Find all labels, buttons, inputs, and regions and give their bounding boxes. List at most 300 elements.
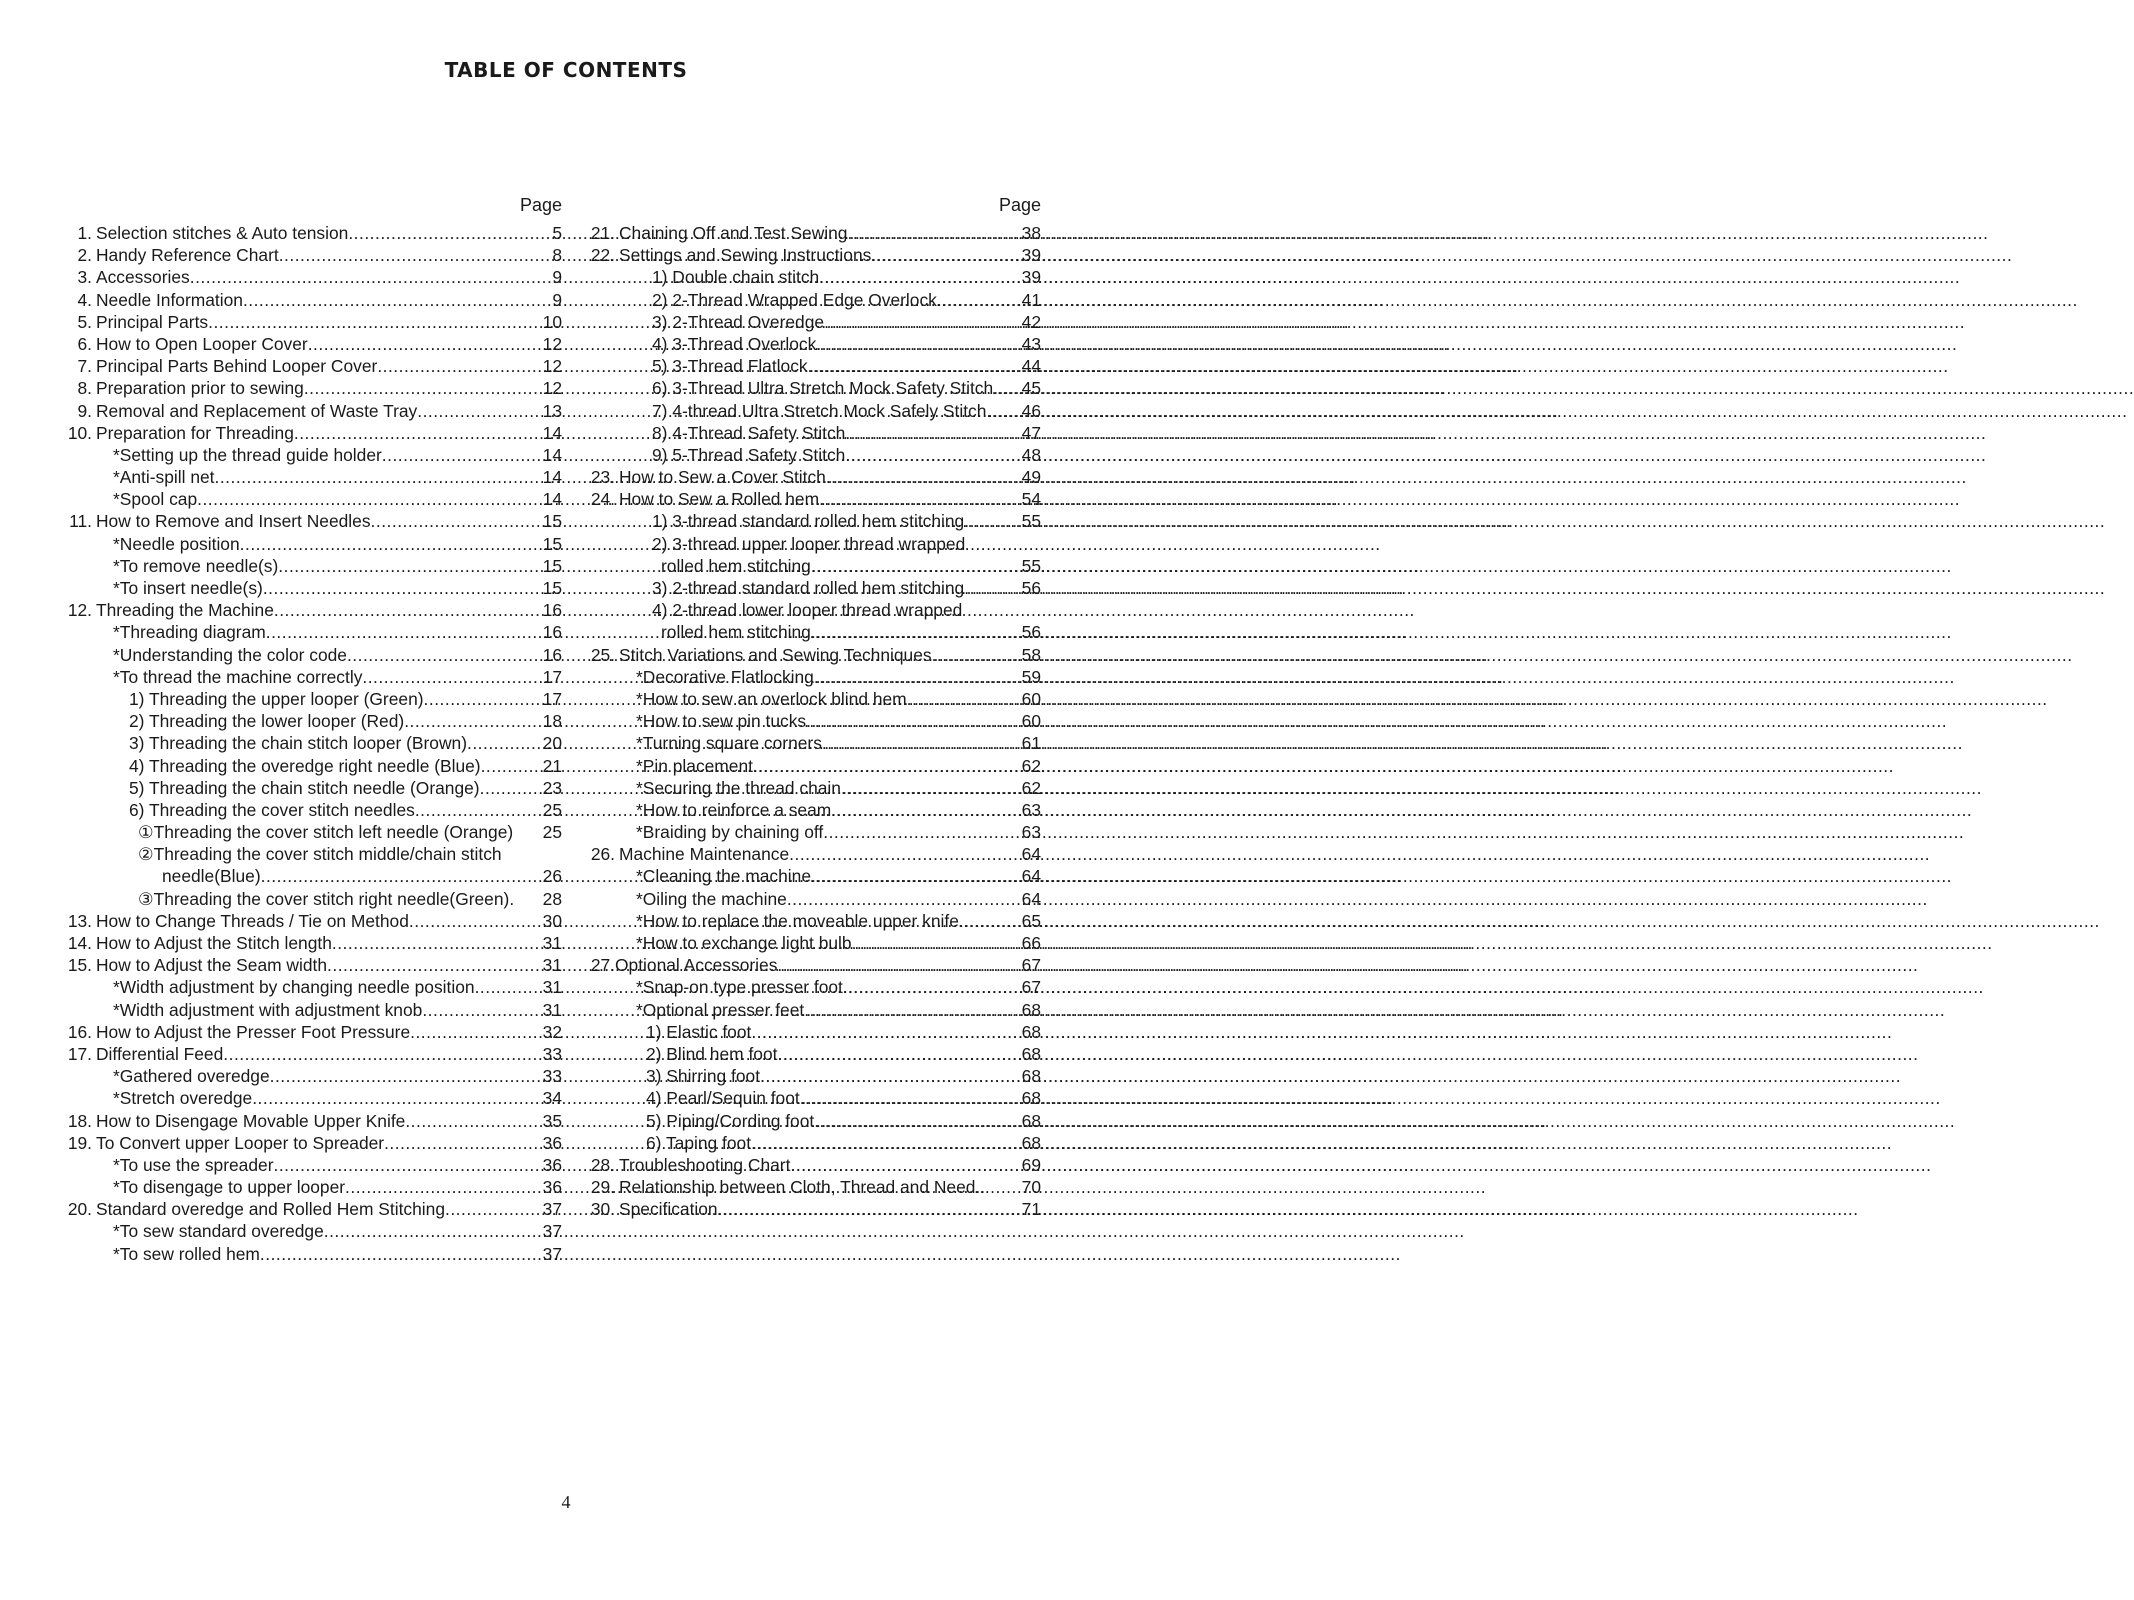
toc-entry — [585, 222, 1041, 244]
toc-entry-number: 30. — [590, 1199, 615, 1220]
toc-leader-dots — [240, 533, 538, 555]
toc-entry-title: ②Threading the cover stitch middle/chain stitch — [138, 844, 502, 865]
toc-entry-title: *To sew rolled hem — [113, 1243, 260, 1264]
toc-entry — [585, 843, 1041, 865]
toc-entry — [60, 688, 562, 710]
toc-entry-number: 23. — [590, 467, 615, 488]
toc-entry — [585, 910, 1041, 932]
toc-entry-number: 26. — [590, 844, 615, 865]
toc-entry-page: 28 — [542, 888, 562, 909]
toc-entry-title: Relationship between Cloth, Thread and Need.. — [619, 1177, 986, 1198]
toc-entry — [60, 932, 562, 954]
toc-leader-dots — [959, 910, 1017, 932]
toc-leader-dots — [190, 266, 538, 288]
toc-entry-page: 31 — [542, 977, 562, 998]
toc-entry — [585, 422, 1041, 444]
toc-entry-title: 8) 4-Thread Safety Stitch — [652, 422, 846, 443]
toc-entry-page: 23 — [542, 777, 562, 798]
toc-entry — [585, 1176, 1041, 1198]
toc-entry — [60, 799, 562, 821]
toc-entry — [585, 533, 1041, 555]
toc-entry-page: 15 — [542, 578, 562, 598]
toc-entry-page: 67 — [1021, 977, 1041, 998]
toc-entry — [60, 1087, 562, 1109]
toc-leader-dots — [308, 333, 538, 355]
toc-entry — [585, 799, 1041, 821]
toc-entry — [60, 821, 562, 843]
toc-entry — [585, 1065, 1041, 1087]
toc-entry-title: Troubleshooting Chart — [619, 1154, 791, 1175]
toc-entry-page: 68 — [1021, 1132, 1041, 1153]
toc-entry-title: 2) 2-Thread Wrapped Edge Overlock — [652, 289, 937, 310]
toc-leader-dots — [826, 466, 1017, 488]
toc-entry-page: 65 — [1021, 910, 1041, 931]
toc-entry-number: 2. — [77, 245, 92, 266]
toc-leader-dots — [362, 666, 538, 688]
toc-leader-dots — [480, 777, 538, 799]
toc-entry-number: 27. — [590, 955, 615, 976]
toc-entry — [585, 865, 1041, 887]
toc-entry-title: 6) 3-Thread Ultra Stretch Mock Safety Stitch — [652, 378, 994, 399]
toc-leader-dots — [467, 732, 538, 754]
toc-leader-dots — [993, 377, 1017, 399]
toc-entry-page: 9 — [552, 267, 562, 288]
toc-entry — [60, 422, 562, 444]
toc-entry-page: 68 — [1021, 1043, 1041, 1064]
toc-leader-dots — [964, 510, 1017, 532]
toc-entry-title: 3) Shirring foot — [646, 1066, 761, 1087]
toc-entry-number: 5. — [77, 311, 92, 332]
toc-entry-number: 15. — [67, 955, 92, 976]
toc-entry — [585, 710, 1041, 732]
toc-entry-page: 12 — [542, 378, 562, 399]
toc-leader-dots — [790, 1154, 1017, 1176]
toc-entry — [60, 644, 562, 666]
toc-entry-title: 9) 5-Thread Safety Stitch — [652, 444, 846, 465]
toc-entry-title: *Gathered overedge — [113, 1066, 270, 1087]
toc-leader-dots — [263, 577, 538, 599]
toc-entry-title: *Setting up the thread guide holder — [113, 444, 382, 465]
toc-entry-title: Standard overedge and Rolled Hem Stitching — [96, 1199, 445, 1220]
toc-entry-number: 16. — [67, 1021, 92, 1042]
toc-entry — [585, 621, 1041, 643]
toc-entry-title: How to Remove and Insert Needles — [96, 511, 371, 532]
toc-leader-dots — [332, 932, 538, 954]
toc-entry-title: Optional Accessories — [615, 955, 778, 976]
toc-entry — [585, 289, 1041, 311]
toc-entry-page: 69 — [1021, 1154, 1041, 1175]
toc-leader-dots — [208, 311, 538, 333]
toc-entry-title: *Snap-on type presser foot — [636, 977, 843, 998]
toc-entry-number: 29. — [590, 1177, 615, 1198]
toc-entry-page: 63 — [1021, 822, 1041, 843]
toc-entry-title: How to Adjust the Presser Foot Pressure — [96, 1021, 411, 1042]
toc-entry-page: 30 — [542, 910, 562, 931]
toc-entry-title: Threading the Machine — [96, 600, 274, 621]
toc-entry-title: 2) Threading the lower looper (Red) — [129, 711, 405, 732]
toc-list-right — [585, 222, 1041, 1220]
toc-entry-page: 14 — [542, 489, 562, 510]
toc-entry-page: 32 — [542, 1021, 562, 1042]
toc-entry-page: 64 — [1021, 888, 1041, 909]
toc-leader-dots — [808, 355, 1017, 377]
toc-entry — [585, 599, 1041, 621]
toc-entry — [585, 732, 1041, 754]
toc-entry — [585, 510, 1041, 532]
toc-entry — [585, 400, 1041, 422]
toc-leader-dots — [789, 843, 1017, 865]
toc-entry-title: *Understanding the color code — [113, 644, 347, 665]
toc-entry — [60, 400, 562, 422]
toc-entry — [60, 1198, 562, 1220]
toc-entry-page: 44 — [1021, 356, 1041, 377]
toc-entry — [585, 888, 1041, 910]
toc-leader-dots — [371, 510, 538, 532]
toc-entry-title: *How to reinforce a seam — [636, 799, 832, 820]
toc-entry-title: 4) 3-Thread Overlock — [652, 333, 817, 354]
toc-leader-dots — [197, 488, 538, 510]
toc-leader-dots — [223, 1043, 538, 1065]
toc-entry — [60, 888, 562, 910]
toc-entry — [585, 666, 1041, 688]
toc-entry-title: *To thread the machine correctly — [113, 666, 363, 687]
toc-entry-title: 2) Blind hem foot — [646, 1043, 778, 1064]
toc-entry — [60, 533, 562, 555]
toc-entry-title: *To remove needle(s) — [113, 555, 279, 576]
toc-entry-title: *How to sew pin tucks — [636, 711, 807, 732]
toc-entry-page: 49 — [1021, 467, 1041, 488]
toc-entry — [60, 244, 562, 266]
toc-entry-page: 36 — [542, 1132, 562, 1153]
toc-entry-page: 37 — [542, 1221, 562, 1242]
toc-entry-page: 60 — [1021, 688, 1041, 709]
toc-leader-dots — [753, 755, 1017, 777]
toc-entry-page: 48 — [1021, 444, 1041, 465]
toc-entry — [60, 865, 562, 887]
toc-leader-dots — [404, 710, 538, 732]
toc-entry — [585, 333, 1041, 355]
toc-entry — [60, 1110, 562, 1132]
toc-leader-dots — [294, 422, 538, 444]
toc-leader-dots — [324, 1220, 538, 1242]
toc-entry-title: ①Threading the cover stitch left needle (Orange) — [138, 822, 514, 843]
toc-entry-title: Needle Information — [96, 289, 243, 310]
toc-entry-page: 17 — [542, 688, 562, 709]
toc-entry-title: How to Sew a Rolled hem — [619, 489, 820, 510]
toc-entry-page: 55 — [1021, 511, 1041, 532]
toc-entry-page: 25 — [542, 799, 562, 820]
toc-entry-title: *To disengage to upper looper — [113, 1177, 346, 1198]
toc-entry-page: 33 — [542, 1066, 562, 1087]
toc-entry — [60, 599, 562, 621]
toc-leader-dots — [410, 1021, 538, 1043]
toc-entry — [585, 976, 1041, 998]
toc-entry-title: *Decorative Flatlocking — [636, 666, 814, 687]
toc-entry — [585, 577, 1041, 599]
toc-entry-title: 5) Threading the chain stitch needle (Orange) — [129, 777, 480, 798]
toc-entry-title: Principal Parts — [96, 311, 209, 332]
toc-entry-title: Specification — [619, 1199, 718, 1220]
toc-entry-title: Settings and Sewing Instructions — [619, 245, 872, 266]
toc-entry-title: *Braiding by chaining off — [636, 822, 824, 843]
toc-entry-number: 21. — [590, 223, 615, 243]
toc-entry-page: 56 — [1021, 578, 1041, 598]
toc-leader-dots — [845, 422, 1017, 444]
toc-entry — [60, 488, 562, 510]
toc-entry-title: rolled hem stitching — [661, 622, 811, 643]
toc-entry-page: 25 — [542, 822, 562, 843]
toc-entry-title: *To insert needle(s) — [113, 578, 263, 598]
toc-leader-dots — [824, 311, 1017, 333]
toc-entry-number: 4. — [77, 289, 92, 310]
toc-leader-dots — [823, 821, 1017, 843]
toc-entry-number: 18. — [67, 1110, 92, 1131]
toc-leader-dots — [270, 1065, 538, 1087]
toc-entry-title: How to Open Looper Cover — [96, 333, 308, 354]
toc-leader-dots — [814, 1110, 1017, 1132]
toc-entry-page: 58 — [1021, 644, 1041, 665]
toc-entry-page: 38 — [1021, 223, 1041, 243]
toc-leader-dots — [266, 621, 538, 643]
toc-leader-dots — [273, 1154, 538, 1176]
toc-entry-page: 62 — [1021, 777, 1041, 798]
toc-entry — [585, 1154, 1041, 1176]
toc-entry-number: 1. — [77, 223, 92, 243]
toc-entry-page: 66 — [1021, 933, 1041, 953]
toc-entry-number: 10. — [67, 422, 92, 443]
toc-leader-dots — [845, 444, 1017, 466]
toc-entry-number: 24. — [590, 489, 615, 510]
toc-entry-page: 16 — [542, 622, 562, 643]
toc-entry-page: 15 — [542, 555, 562, 576]
toc-leader-dots — [274, 599, 538, 621]
toc-entry — [60, 333, 562, 355]
toc-entry — [60, 999, 562, 1021]
toc-entry-title: *Oiling the machine — [636, 888, 787, 909]
toc-entry — [585, 1087, 1041, 1109]
toc-leader-dots — [777, 954, 1017, 976]
toc-entry-page: 34 — [542, 1088, 562, 1109]
toc-entry-title: *Optional presser feet — [636, 999, 805, 1020]
toc-entry-page: 35 — [542, 1110, 562, 1131]
toc-leader-dots — [804, 999, 1017, 1021]
toc-entry-number: 14. — [67, 933, 92, 953]
toc-entry-number: 6. — [77, 333, 92, 354]
toc-leader-dots — [424, 688, 538, 710]
toc-entry-page: 42 — [1021, 311, 1041, 332]
toc-entry-page: 68 — [1021, 999, 1041, 1020]
toc-leader-dots — [278, 555, 538, 577]
toc-entry-page: 16 — [542, 600, 562, 621]
toc-entry-title: 3) 2-thread standard rolled hem stitching — [652, 578, 965, 598]
toc-entry-page: 18 — [542, 711, 562, 732]
toc-entry-page: 20 — [542, 733, 562, 754]
toc-entry — [60, 666, 562, 688]
page-column-header: Page — [998, 195, 1041, 215]
toc-entry-page: 37 — [542, 1243, 562, 1264]
toc-entry-title: 5) Piping/Cording foot — [646, 1110, 815, 1131]
toc-entry-page: 70 — [1021, 1177, 1041, 1198]
toc-entry-title: 1) Double chain stitch — [652, 267, 820, 288]
toc-entry-title: Preparation for Threading — [96, 422, 294, 443]
toc-entry — [60, 510, 562, 532]
toc-leader-dots — [932, 644, 1017, 666]
toc-entry — [60, 466, 562, 488]
toc-entry-title: *How to exchange light bulb — [636, 933, 852, 953]
toc-entry-page: 8 — [552, 245, 562, 266]
toc-entry-page: 68 — [1021, 1088, 1041, 1109]
toc-entry-title: *Turning square corners — [636, 733, 822, 754]
toc-leader-dots — [843, 976, 1017, 998]
toc-leader-dots — [841, 777, 1017, 799]
toc-entry-title: 6) Threading the cover stitch needles — [129, 799, 415, 820]
page-number: 4 — [561, 1492, 571, 1512]
toc-entry-page: 31 — [542, 955, 562, 976]
toc-entry-title: 4) Threading the overedge right needle (Blue) — [129, 755, 481, 776]
toc-entry-title: 5) 3-Thread Flatlock — [652, 356, 808, 377]
toc-entry-title: *Width adjustment with adjustment knob — [113, 999, 423, 1020]
toc-entry-page: 55 — [1021, 555, 1041, 576]
toc-leader-dots — [907, 688, 1017, 710]
toc-entry — [60, 777, 562, 799]
toc-entry-page: 45 — [1021, 378, 1041, 399]
toc-entry-page: 63 — [1021, 799, 1041, 820]
toc-entry-page: 46 — [1021, 400, 1041, 421]
toc-entry-page: 71 — [1021, 1199, 1041, 1220]
toc-list-left — [60, 222, 562, 1265]
toc-leader-dots — [811, 555, 1017, 577]
toc-leader-dots — [384, 1132, 538, 1154]
toc-entry-page: 43 — [1021, 333, 1041, 354]
toc-entry — [60, 1176, 562, 1198]
toc-entry — [585, 1043, 1041, 1065]
toc-entry-title: 1) Threading the upper looper (Green) — [129, 688, 424, 709]
toc-entry-page: 64 — [1021, 844, 1041, 865]
toc-entry-title: Removal and Replacement of Waste Tray — [96, 400, 418, 421]
toc-entry-page: 68 — [1021, 1021, 1041, 1042]
toc-entry-page: 37 — [542, 1199, 562, 1220]
toc-entry — [60, 555, 562, 577]
toc-entry-page: 16 — [542, 644, 562, 665]
toc-entry-title: ③Threading the cover stitch right needle(Green). — [138, 888, 515, 909]
toc-entry-title: *Pin placement — [636, 755, 753, 776]
toc-entry-page: 47 — [1021, 422, 1041, 443]
toc-entry-title: To Convert upper Looper to Spreader — [96, 1132, 385, 1153]
toc-entry — [60, 1243, 562, 1265]
toc-entry-page: 14 — [542, 467, 562, 488]
toc-entry-page: 12 — [542, 356, 562, 377]
toc-entry-number: 28. — [590, 1154, 615, 1175]
toc-entry-number: 22. — [590, 245, 615, 266]
toc-entry-page: 5 — [552, 223, 562, 243]
toc-entry — [60, 1154, 562, 1176]
toc-leader-dots — [777, 1043, 1017, 1065]
toc-entry-title: 3) 2-Thread Overedge — [652, 311, 825, 332]
toc-entry — [585, 644, 1041, 666]
toc-leader-dots — [986, 400, 1017, 422]
toc-entry-page: 61 — [1021, 733, 1041, 754]
toc-entry — [585, 244, 1041, 266]
toc-entry — [585, 755, 1041, 777]
toc-leader-dots — [822, 732, 1017, 754]
toc-entry-number: 12. — [67, 600, 92, 621]
toc-leader-dots — [718, 1198, 1017, 1220]
toc-entry — [60, 222, 562, 244]
toc-leader-dots — [409, 910, 538, 932]
toc-entry-page: 60 — [1021, 711, 1041, 732]
toc-entry-title: Differential Feed — [96, 1043, 224, 1064]
toc-entry-title: 2) 3-thread upper looper thread wrapped — [652, 533, 966, 554]
toc-entry — [60, 1021, 562, 1043]
toc-entry-page: 31 — [542, 999, 562, 1020]
toc-entry-page: 12 — [542, 333, 562, 354]
toc-leader-dots — [348, 222, 538, 244]
toc-leader-dots — [811, 865, 1017, 887]
toc-entry-page: 64 — [1021, 866, 1041, 887]
toc-entry-page: 68 — [1021, 1066, 1041, 1087]
toc-entry-title: How to Adjust the Stitch length — [96, 933, 332, 953]
toc-entry — [585, 1132, 1041, 1154]
toc-entry — [585, 954, 1041, 976]
toc-entry-title: 4) Pearl/Sequin foot — [646, 1088, 800, 1109]
toc-entry — [585, 488, 1041, 510]
toc-entry — [60, 289, 562, 311]
toc-entry-title: Principal Parts Behind Looper Cover — [96, 356, 378, 377]
toc-entry-page: 10 — [542, 311, 562, 332]
toc-entry-title: *Stretch overedge — [113, 1088, 253, 1109]
toc-entry-number: 11. — [69, 511, 92, 532]
toc-entry — [60, 710, 562, 732]
toc-entry — [585, 266, 1041, 288]
toc-entry-number: 9. — [77, 400, 92, 421]
page-title: TABLE OF CONTENTS — [444, 58, 688, 82]
toc-entry-title: 1) Elastic foot — [646, 1021, 752, 1042]
toc-entry — [60, 1043, 562, 1065]
toc-entry-title: *Cleaning the machine — [636, 866, 811, 887]
toc-entry — [60, 1220, 562, 1242]
toc-leader-dots — [475, 976, 538, 998]
toc-leader-dots — [800, 1087, 1017, 1109]
toc-entry-title: *To sew standard overedge — [113, 1221, 324, 1242]
toc-entry — [585, 377, 1041, 399]
toc-entry-page: 62 — [1021, 755, 1041, 776]
toc-entry — [585, 999, 1041, 1021]
toc-leader-dots — [819, 266, 1017, 288]
toc-leader-dots — [382, 444, 538, 466]
toc-leader-dots — [347, 644, 538, 666]
toc-entry-page: 39 — [1021, 267, 1041, 288]
toc-leader-dots — [811, 621, 1017, 643]
toc-entry-number: 7. — [77, 356, 92, 377]
toc-entry — [60, 910, 562, 932]
toc-entry-title: *To use the spreader — [113, 1154, 274, 1175]
toc-entry-title: How to Adjust the Seam width — [96, 955, 328, 976]
toc-entry — [585, 821, 1041, 843]
toc-entry-title: *Width adjustment by changing needle position — [113, 977, 475, 998]
toc-entry-number: 25. — [590, 644, 615, 665]
toc-leader-dots — [377, 355, 538, 377]
toc-entry-page: 14 — [542, 444, 562, 465]
toc-entry-number: 20. — [67, 1199, 92, 1220]
toc-entry-number: 8. — [77, 378, 92, 399]
toc-leader-dots — [252, 1087, 538, 1109]
toc-leader-dots — [481, 755, 538, 777]
toc-entry-page: 15 — [542, 533, 562, 554]
toc-entry-number: 19. — [67, 1132, 92, 1153]
toc-leader-dots — [445, 1198, 538, 1220]
toc-entry — [585, 444, 1041, 466]
toc-entry-title: How to Disengage Movable Upper Knife — [96, 1110, 406, 1131]
